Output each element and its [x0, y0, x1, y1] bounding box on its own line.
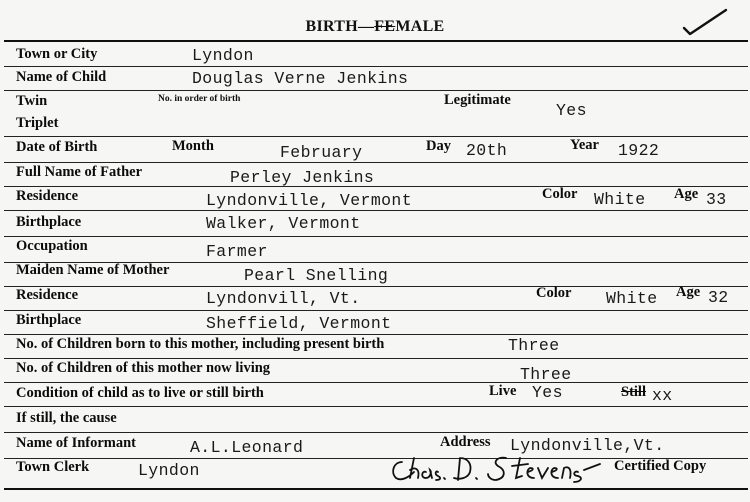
children-born-value: Three: [508, 336, 560, 355]
still-value: xx: [652, 386, 673, 405]
day-value: 20th: [466, 141, 508, 160]
father-age-label: Age: [674, 186, 699, 202]
triplet-label: Triplet: [16, 115, 59, 131]
mother-color-label: Color: [536, 285, 572, 301]
title-suffix: MALE: [395, 18, 445, 35]
live-label: Live: [489, 383, 517, 399]
town-value: Lyndon: [192, 46, 254, 65]
mother-residence-label: Residence: [16, 287, 79, 303]
father-name-value: Perley Jenkins: [230, 168, 375, 187]
mother-name-label: Maiden Name of Mother: [16, 262, 170, 278]
children-living-value: Three: [520, 365, 572, 384]
certified-copy-label: Certified Copy: [614, 458, 707, 474]
live-value: Yes: [532, 383, 563, 402]
mother-color-value: White: [606, 289, 658, 308]
title-prefix: BIRTH—: [305, 18, 375, 35]
month-label: Month: [172, 138, 214, 154]
father-birthplace-label: Birthplace: [16, 214, 82, 230]
father-color-label: Color: [542, 186, 578, 202]
still-label: Still: [621, 384, 646, 400]
mother-birthplace-label: Birthplace: [16, 312, 82, 328]
date-of-birth-label: Date of Birth: [16, 139, 98, 155]
father-name-label: Full Name of Father: [16, 164, 143, 180]
children-living-label: No. of Children of this mother now living: [16, 360, 271, 376]
clerk-signature: [388, 450, 604, 486]
child-name-value: Douglas Verne Jenkins: [192, 69, 409, 88]
mother-age-value: 32: [708, 288, 729, 307]
father-birthplace-value: Walker, Vermont: [206, 214, 361, 233]
town-clerk-label: Town Clerk: [16, 459, 90, 475]
address-value: Lyndonville,Vt.: [510, 436, 665, 455]
address-label: Address: [440, 434, 491, 450]
informant-label: Name of Informant: [16, 435, 137, 451]
year-label: Year: [570, 137, 599, 153]
mother-age-label: Age: [676, 284, 701, 300]
still-cause-label: If still, the cause: [16, 410, 117, 426]
birth-order-label: No. in order of birth: [158, 94, 241, 104]
legitimate-label: Legitimate: [444, 92, 511, 108]
mother-birthplace-value: Sheffield, Vermont: [206, 314, 392, 333]
mother-residence-value: Lyndonvill, Vt.: [206, 289, 361, 308]
day-label: Day: [426, 138, 451, 154]
title-struck: FE: [374, 18, 396, 35]
father-age-value: 33: [706, 190, 727, 209]
town-clerk-value: Lyndon: [138, 461, 200, 480]
child-name-label: Name of Child: [16, 69, 107, 85]
condition-label: Condition of child as to live or still birth: [16, 385, 264, 401]
legitimate-value: Yes: [556, 101, 587, 120]
children-born-label: No. of Children born to this mother, including present birth: [16, 336, 385, 352]
occupation-label: Occupation: [16, 238, 88, 254]
mother-name-value: Pearl Snelling: [244, 266, 389, 285]
record-title: [0, 18, 750, 36]
occupation-value: Farmer: [206, 242, 268, 261]
twin-label: Twin: [16, 93, 48, 109]
check-mark-icon: [682, 6, 728, 36]
father-residence-value: Lyndonville, Vermont: [206, 191, 413, 210]
town-label: Town or City: [16, 46, 98, 62]
father-color-value: White: [594, 190, 646, 209]
informant-value: A.L.Leonard: [190, 438, 304, 457]
year-value: 1922: [618, 141, 660, 160]
father-residence-label: Residence: [16, 188, 79, 204]
month-value: February: [280, 143, 363, 162]
